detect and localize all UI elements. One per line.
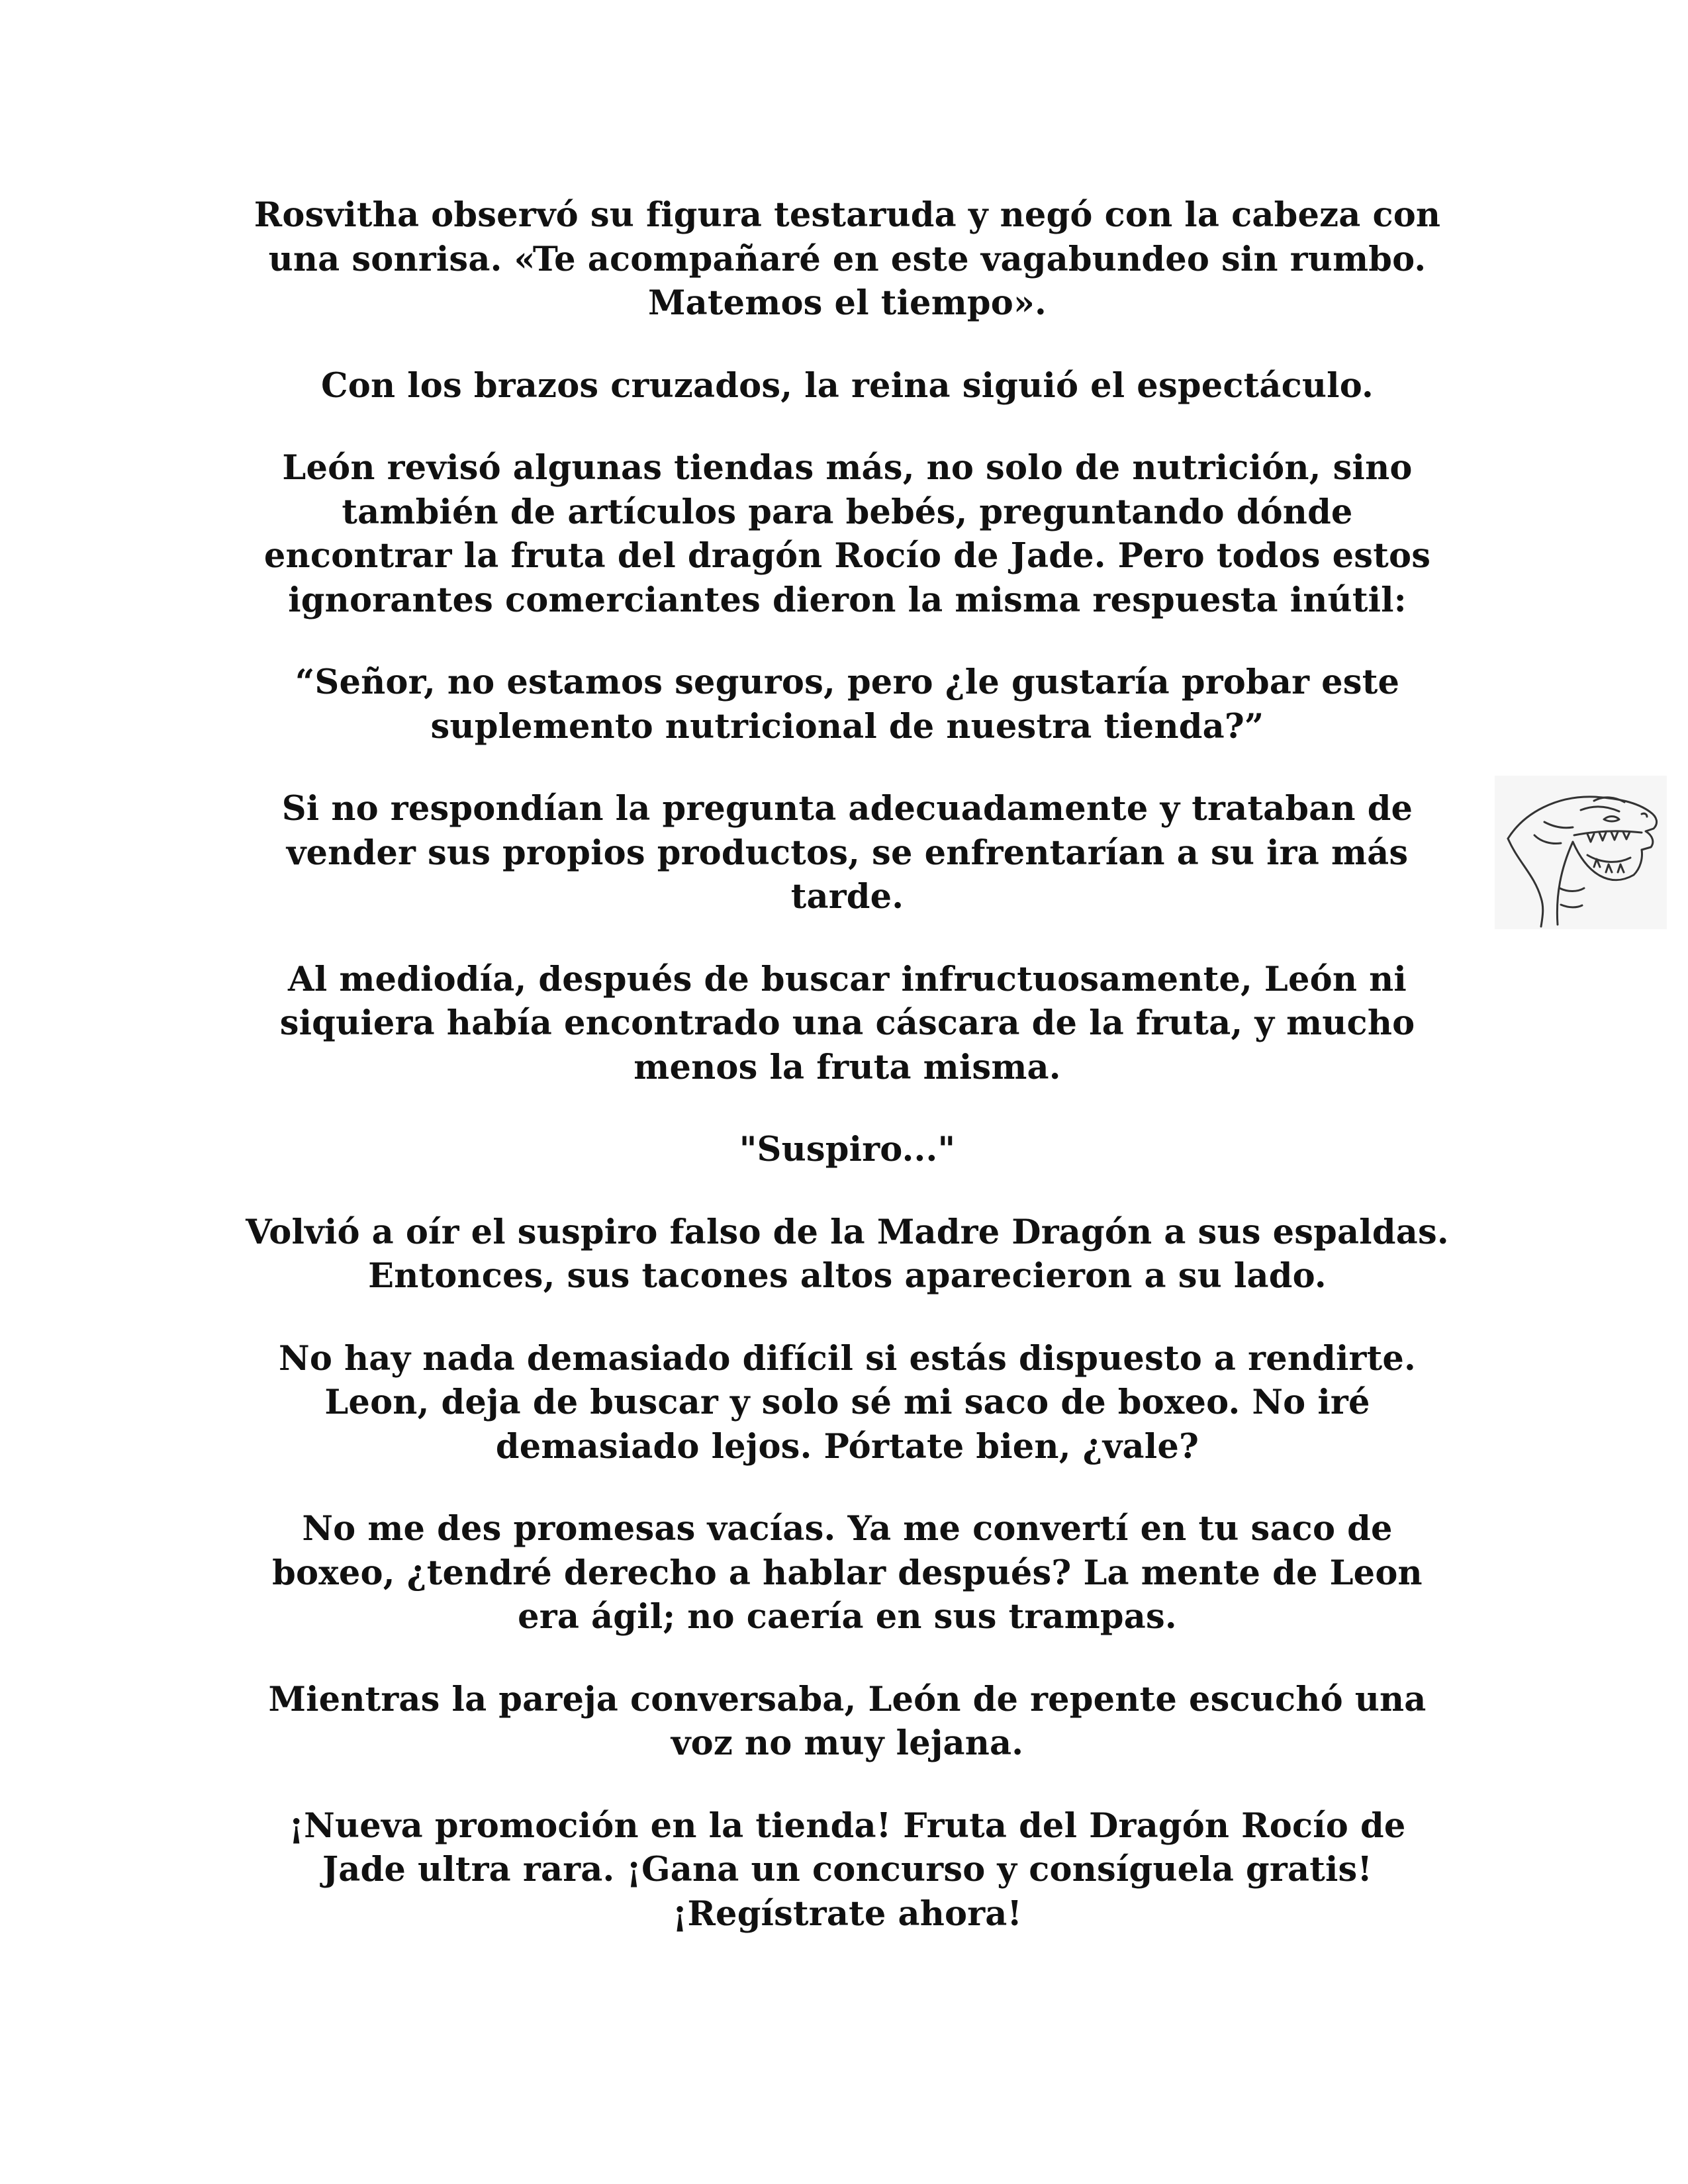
paragraph: ¡Nueva promoción en la tienda! Fruta del Dragón Rocío de Jade ultra rara. ¡Gana un concurso y consíguela gratis! ¡Regístrate ahora! xyxy=(289,1805,1406,1934)
paragraph: Al mediodía, después de buscar infructuosamente, León ni siquiera había encontrado una cáscara de la fruta, y mucho menos la fruta misma. xyxy=(279,959,1415,1087)
dinosaur-head-sketch-icon xyxy=(1495,776,1667,929)
paragraph: Si no respondían la pregunta adecuadamente y trataban de vender sus propios productos, se enfrentarían a su ira más tarde. xyxy=(281,789,1413,917)
paragraph: No hay nada demasiado difícil si estás dispuesto a rendirte. Leon, deja de buscar y solo sé mi saco de boxeo. No iré demasiado lejos. Pórtate bien, ¿vale? xyxy=(279,1338,1416,1467)
paragraph: No me des promesas vacías. Ya me convertí en tu saco de boxeo, ¿tendré derecho a hablar después? La mente de Leon era ágil; no caería en sus trampas. xyxy=(272,1509,1423,1637)
paragraph: "Suspiro..." xyxy=(739,1130,956,1169)
paragraph: Con los brazos cruzados, la reina siguió el espectáculo. xyxy=(320,365,1374,406)
paragraph: Volvió a oír el suspiro falso de la Madre Dragón a sus espaldas. Entonces, sus tacones altos aparecieron a su lado. xyxy=(246,1212,1449,1296)
paragraph: León revisó algunas tiendas más, no solo de nutrición, sino también de artículos para bebés, preguntando dónde encontrar la fruta del dragón Rocío de Jade. Pero todos estos ignorantes comerciantes dieron la misma respuesta inútil: xyxy=(263,448,1431,620)
paragraph: Rosvitha observó su figura testaruda y negó con la cabeza con una sonrisa. «Te acompañaré en este vagabundeo sin rumbo. Matemos el tiempo». xyxy=(254,195,1441,323)
paragraph: “Señor, no estamos seguros, pero ¿le gustaría probar este suplemento nutricional de nuestra tienda?” xyxy=(295,662,1400,747)
story-text xyxy=(218,193,1476,1974)
paragraph: Mientras la pareja conversaba, León de repente escuchó una voz no muy lejana. xyxy=(268,1679,1427,1763)
